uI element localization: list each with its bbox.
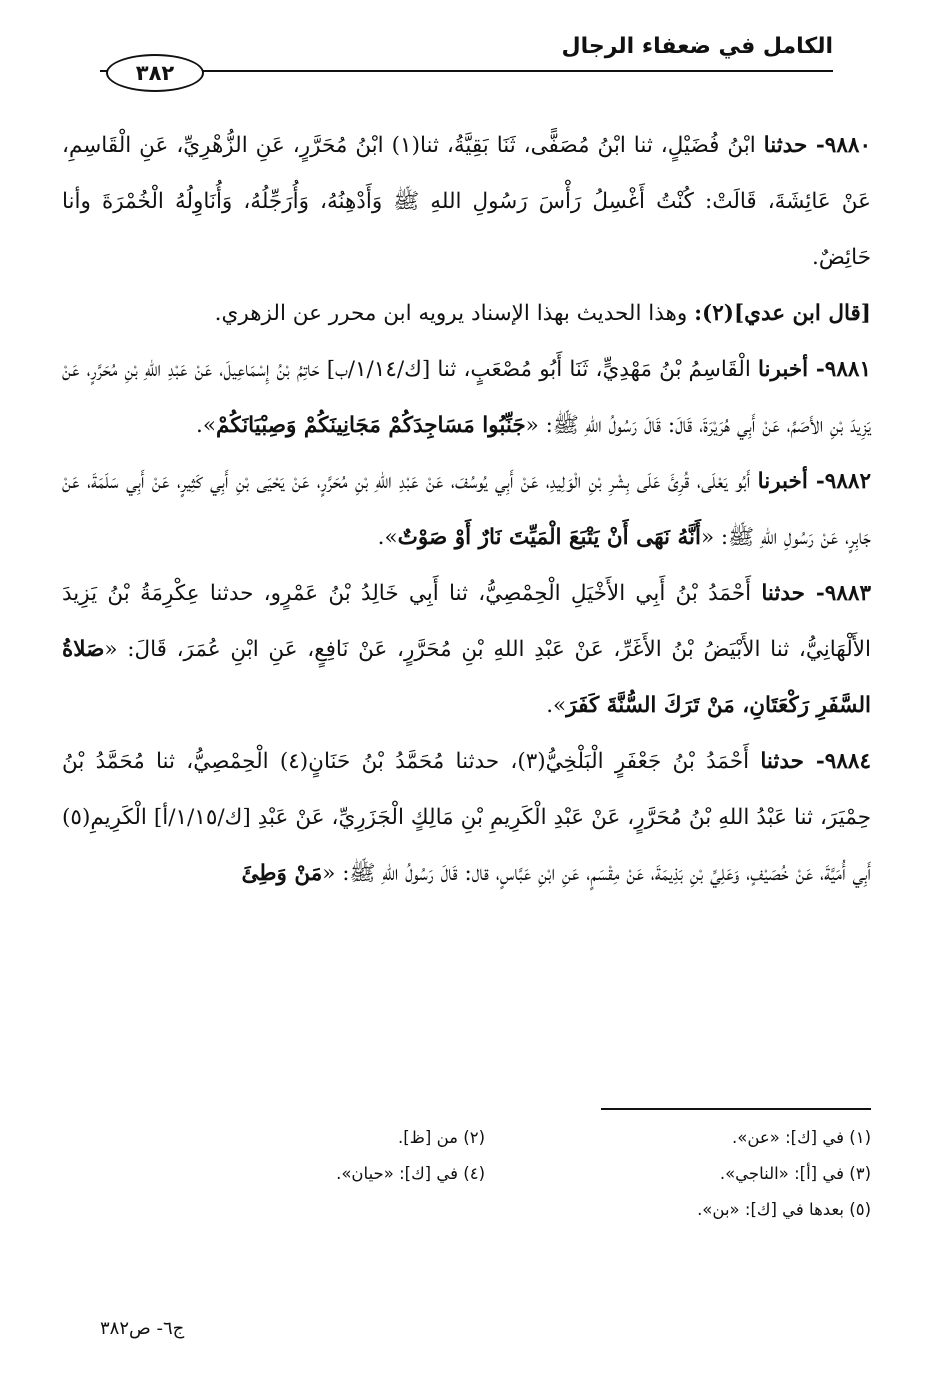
- hadith-tail: ».: [377, 525, 398, 550]
- footnote-2: (٢) من [ظ].: [397, 1128, 485, 1147]
- hadith-matn: صَلاةُ السَّفَرِ رَكْعَتَانِ، مَنْ تَرَكَ السُّنَّةَ كَفَرَ: [62, 637, 871, 718]
- hadith-number: ٩٨٨٣- حدثنا: [761, 581, 871, 606]
- hadith-text: أَبُو يَعْلَى، قُرِئَ عَلَى بِشْرِ بْنِ الْوَلِيدِ، عَنْ أَبِي يُوسُفَ، عَنْ عَبْدِ اللهِ بْنِ مُحَرَّرٍ، عَنْ يَحْيَى بْنِ أَبِي كَثِيرٍ، عَنْ أَبِي سَلَمَةَ، عَنْ جَابِرٍ، عَنْ رَسُولِ اللهِ ﷺ: «: [62, 469, 871, 550]
- footnote-1: (١) في [ك]: «عن».: [732, 1128, 871, 1147]
- hadith-paragraph-9883: [62, 566, 871, 734]
- header-rule: [100, 70, 833, 72]
- hadith-matn: جَنِّبُوا مَسَاجِدَكُمْ مَجَانِينَكُمْ وَصِبْيَانَكُمْ: [216, 413, 526, 438]
- hadith-paragraph-9884: [62, 734, 871, 902]
- hadith-matn: مَنْ وَطِئَ: [241, 861, 323, 886]
- footnote-separator: [601, 1108, 871, 1110]
- hadith-tail: ».: [196, 413, 217, 438]
- hadith-number: ٩٨٨١- أخبرنا: [757, 357, 871, 382]
- page-number-badge: ٣٨٢: [106, 54, 204, 92]
- hadith-paragraph-9880: [62, 118, 871, 286]
- hadith-text: الْقَاسِمُ بْنُ مَهْدِيٍّ، ثَنَا أَبُو مُصْعَبٍ، ثنا [ك/١/١٤/ب] حَاتِمُ بْنُ إِسْمَاعِيلَ، عَنْ عَبْدِ اللهِ بْنِ مُحَرَّرٍ، عَنْ يَزِيدَ بْنِ الأَصَمِّ، عَنْ أَبِي هُرَيْرَةَ، قَالَ: قَالَ رَسُولُ اللهِ ﷺ: «: [62, 357, 871, 438]
- main-text: [62, 118, 871, 902]
- hadith-paragraph-9881: [62, 342, 871, 454]
- hadith-number: ٩٨٨٢- أخبرنا: [757, 469, 871, 494]
- hadith-text: أَحْمَدُ بْنُ جَعْفَرٍ الْبَلْخِيُّ(٣)، حدثنا مُحَمَّدُ بْنُ حَنَانٍ(٤) الْحِمْصِيُّ، ثنا مُحَمَّدُ بْنُ حِمْيَرَ، ثنا عَبْدُ اللهِ بْنُ مُحَرَّرٍ، عَنْ عَبْدِ الْكَرِيمِ بْنِ مَالِكٍ الْجَزَرِيِّ، عَنْ عَبْدِ [ك/١/١٥/أ] الْكَرِيمِ(٥) أَبِي أُمَيَّةَ، عَنْ خُصَيْفٍ، وَعَلِيِّ بْنِ بَذِيمَةَ، عَنْ مِقْسَمٍ، عَنِ ابْنِ عَبَّاسٍ، قال: قَالَ رَسُولُ اللهِ ﷺ: «: [62, 749, 871, 886]
- hadith-tail: ».: [546, 693, 567, 718]
- editor-note-paragraph: [62, 286, 871, 342]
- hadith-number: ٩٨٨٤- حدثنا: [760, 749, 871, 774]
- hadith-matn: أَنَّهُ نَهَى أَنْ يَتْبَعَ الْمَيِّتَ نَارٌ أَوْ صَوْتٌ: [397, 525, 701, 550]
- note-label: [قال ابن عدي](٢):: [694, 301, 871, 326]
- footnote-5: (٥) بعدها في [ك]: «بن».: [697, 1200, 871, 1219]
- footnote-3: (٣) في [أ]: «الناجي».: [719, 1164, 871, 1183]
- hadith-text: أَحْمَدُ بْنُ أَبِي الأَخْيَلِ الْحِمْصِيُّ، ثنا أَبِي خَالِدُ بْنُ عَمْرٍو، حدثنا عِكْرِمَةُ بْنُ يَزِيدَ الأَلْهَانِيُّ، ثنا الأَبْيَضُ بْنُ الأَغَرِّ، عَنْ عَبْدِ اللهِ بْنِ مُحَرَّرٍ، عَنْ نَافِعٍ، عَنِ ابْنِ عُمَرَ، قَالَ: «: [62, 581, 871, 662]
- hadith-number: ٩٨٨٠- حدثنا: [763, 133, 871, 158]
- hadith-text: ابْنُ فُضَيْلٍ، ثنا ابْنُ مُصَفًّى، ثَنَا بَقِيَّةُ، ثنا(١) ابْنُ مُحَرَّرٍ، عَنِ الزُّهْرِيِّ، عَنِ الْقَاسِمِ، عَنْ عَائِشَةَ، قَالَتْ: كُنْتُ أَغْسِلُ رَأْسَ رَسُولِ اللهِ ﷺ وَأَدْهِنُهُ، وَأُرَجِّلُهُ، وَأُنَاوِلُهُ الْخُمْرَةَ وأنا حَائِضٌ.: [62, 133, 871, 270]
- footnote-4: (٤) في [ك]: «حيان».: [336, 1164, 485, 1183]
- running-header-title: الكامل في ضعفاء الرجال: [561, 34, 833, 59]
- volume-page-reference: ج٦- ص٣٨٢: [100, 1318, 185, 1339]
- hadith-paragraph-9882: [62, 454, 871, 566]
- note-text: وهذا الحديث بهذا الإسناد يرويه ابن محرر عن الزهري.: [214, 301, 695, 326]
